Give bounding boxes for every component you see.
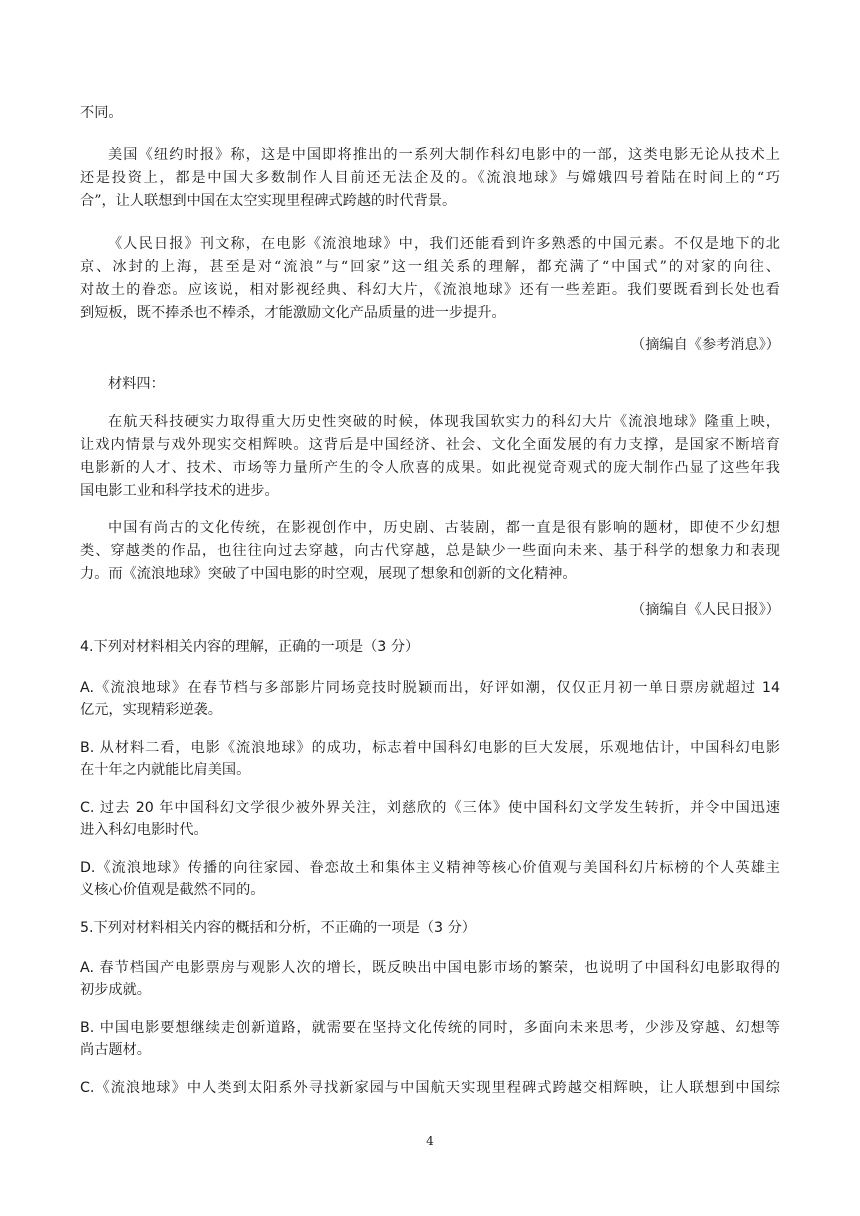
text-line: 《人民日报》刊文称，在电影《流浪地球》中，我们还能看到许多熟悉的中国元素。不仅是地下的北: [108, 236, 780, 252]
text-line: C. 过去 20 年中国科幻文学很少被外界关注，刘慈欣的《三体》使中国科幻文学发生转折，并令中国迅速: [80, 800, 780, 816]
text-line: 美国《纽约时报》称，这是中国即将推出的一系列大制作科幻电影中的一部，这类电影无论从技术上: [108, 147, 780, 163]
text-line: 电影新的人才、技术、市场等力量所产生的令人欣喜的成果。如此视觉奇观式的庞大制作凸显了这些年我: [80, 460, 780, 476]
text-line: A. 春节档国产电影票房与观影人次的增长，既反映出中国电影市场的繁荣，也说明了中国科幻电影取得的: [80, 960, 780, 976]
text-line: A.《流浪地球》在春节档与多部影片同场竞技时脱颖而出，好评如潮，仅仅正月初一单日票房就超过 14: [80, 680, 780, 696]
text-line: 进入科幻电影时代。: [80, 822, 208, 838]
text-line: （摘编自《人民日报》）: [631, 602, 780, 618]
text-line: 国电影工业和科学技术的进步。: [80, 483, 279, 499]
text-line: 尚古题材。: [80, 1042, 151, 1058]
text-line: 5.下列对材料相关内容的概括和分析，不正确的一项是（3 分）: [80, 920, 476, 936]
text-line: 不同。: [80, 105, 123, 121]
text-line: 在十年之内就能比肩美国。: [80, 762, 251, 778]
text-line: 合”，让人联想到中国在太空实现里程碑式跨越的时代背景。: [80, 193, 457, 209]
page-number: 4: [426, 1134, 434, 1148]
text-line: B. 从材料二看，电影《流浪地球》的成功，标志着中国科幻电影的巨大发展，乐观地估计，中国科幻电影: [80, 740, 780, 756]
text-line: 对故土的眷恋。应该说，相对影视经典、科幻大片，《流浪地球》还有一些差距。我们要既看到长处也看: [80, 282, 780, 298]
text-line: 4.下列对材料相关内容的理解，正确的一项是（3 分）: [80, 639, 420, 655]
text-line: （摘编自《参考消息》）: [631, 337, 780, 353]
text-line: 亿元，实现精彩逆袭。: [80, 702, 222, 718]
text-line: B. 中国电影要想继续走创新道路，就需要在坚持文化传统的同时，多面向未来思考，少涉及穿越、幻想等: [80, 1020, 780, 1036]
text-line: 材料四：: [108, 376, 165, 392]
text-line: 义核心价值观是截然不同的。: [80, 882, 265, 898]
text-line: 让戏内情景与戏外现实交相辉映。这背后是中国经济、社会、文化全面发展的有力支撑，是国家不断培育: [80, 437, 780, 453]
text-line: 京、冰封的上海，甚至是对“流浪”与“回家”这一组关系的理解，都充满了“中国式”的对家的向往、: [80, 259, 780, 275]
text-line: 中国有尚古的文化传统，在影视创作中，历史剧、古装剧，都一直是很有影响的题材，即使不少幻想: [108, 520, 780, 536]
text-line: 类、穿越类的作品，也往往向过去穿越，向古代穿越，总是缺少一些面向未来、基于科学的想象力和表现: [80, 543, 780, 559]
text-line: D.《流浪地球》传播的向往家园、眷恋故土和集体主义精神等核心价值观与美国科幻片标榜的个人英雄主: [80, 860, 780, 876]
text-line: 在航天科技硬实力取得重大历史性突破的时候，体现我国软实力的科幻大片《流浪地球》隆重上映，: [108, 414, 780, 430]
text-line: 力。而《流浪地球》突破了中国电影的时空观，展现了想象和创新的文化精神。: [80, 566, 577, 582]
text-line: 还是投资上，都是中国大多数制作人目前还无法企及的。《流浪地球》与嫦娥四号着陆在时间上的“巧: [80, 170, 780, 186]
text-line: C.《流浪地球》中人类到太阳系外寻找新家园与中国航天实现里程碑式跨越交相辉映，让人联想到中国综: [80, 1080, 780, 1096]
text-line: 初步成就。: [80, 982, 151, 998]
text-line: 到短板，既不捧杀也不棒杀，才能激励文化产品质量的进一步提升。: [80, 305, 506, 321]
